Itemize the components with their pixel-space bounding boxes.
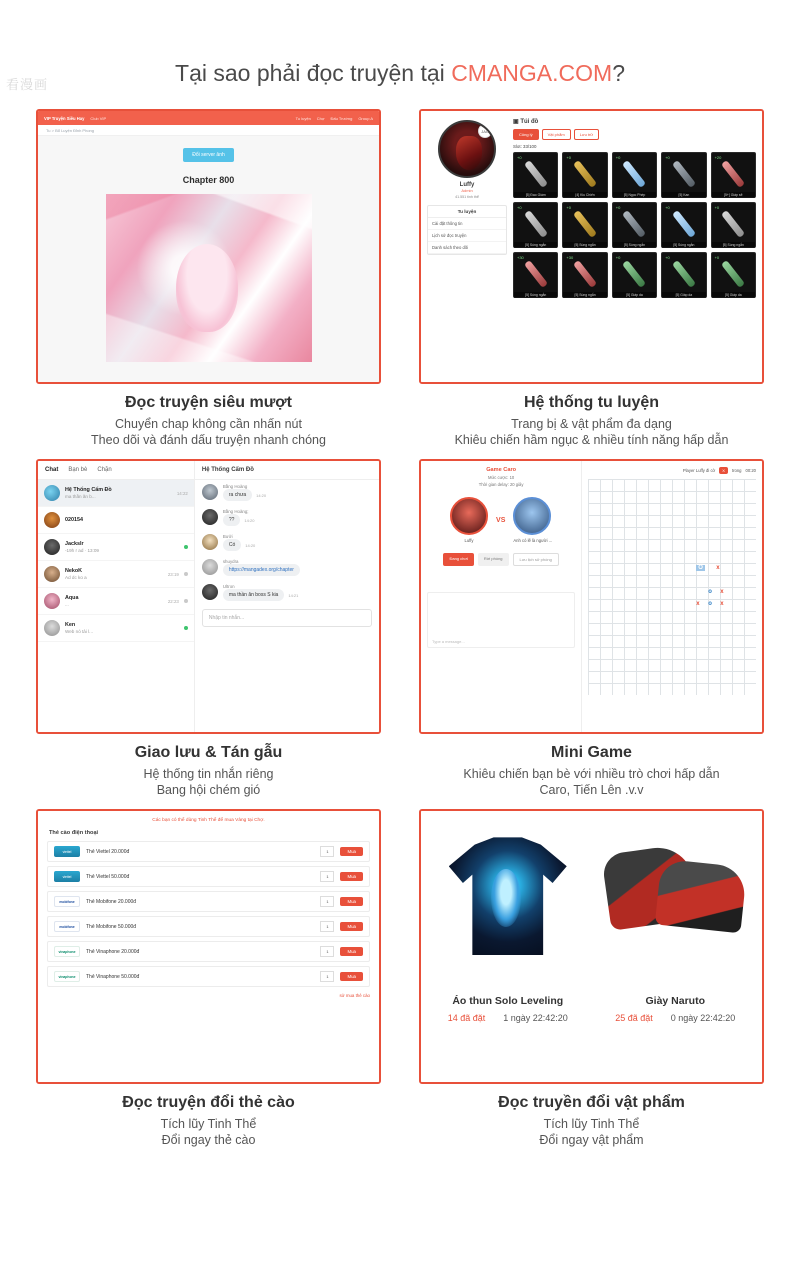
inventory-item[interactable] <box>661 152 706 198</box>
mobifone-logo-icon: mobifone <box>54 896 80 907</box>
inventory-title-text: Túi đồ <box>520 119 539 125</box>
conversation-snippet: -19h r ad · 13:09 <box>65 548 99 553</box>
game-buttons <box>427 553 575 566</box>
inventory-grid <box>513 152 756 298</box>
quantity-stepper[interactable]: 1 <box>320 921 334 932</box>
watermark: 看漫画 <box>6 77 49 92</box>
message-author: Ultron <box>222 584 235 589</box>
inventory-item[interactable] <box>612 152 657 198</box>
item-label: [5] Súng ngắn <box>662 242 705 248</box>
item-label: [5] Giáp da <box>712 292 755 298</box>
avatar <box>202 509 218 525</box>
conversation-name: 020154 <box>65 517 83 523</box>
conversation-name: NekoK <box>65 568 83 574</box>
caption-line-1: Tích lũy Tinh Thể <box>160 1117 257 1131</box>
game-delay: Thời gian delay: 20 giây <box>478 482 524 487</box>
inventory-panel <box>513 118 756 375</box>
turn-text: Player Luffy đi cờ <box>682 468 716 473</box>
nav-club[interactable]: Club VIP <box>90 115 107 121</box>
caption-line-1: Chuyển chap không cần nhấn nút <box>115 417 302 431</box>
avatar <box>44 620 60 636</box>
board-stone-o: O <box>698 565 703 571</box>
breadcrumb: Tu > Bổ Luyện Đỉnh Phong <box>38 125 379 136</box>
tab-friends[interactable]: Bạn bè <box>68 467 88 473</box>
vinaphone-logo-icon: vinaphone <box>54 946 80 957</box>
caption-chat <box>135 744 283 799</box>
screenshot-reader <box>36 109 381 384</box>
game-chat-box[interactable] <box>427 592 575 648</box>
item-label: [5] Súng ngắn <box>514 242 557 248</box>
chapter-title: Chapter 800 <box>182 175 235 185</box>
nav-group[interactable]: Group A <box>358 115 373 121</box>
inventory-item[interactable] <box>612 202 657 248</box>
avatar <box>438 120 496 178</box>
message-author: Bằng Hoàng <box>222 484 248 489</box>
message-time: 14:20 <box>245 542 256 548</box>
feature-card-inventory <box>419 109 764 449</box>
conversation-snippet: Ad dc ko a <box>65 575 87 580</box>
quantity-stepper[interactable]: 1 <box>320 896 334 907</box>
tab-luu-tru[interactable]: Lưu trữ <box>574 129 599 140</box>
card-name: Thẻ Mobifone 20.000đ <box>86 898 137 905</box>
product-image-shoes <box>597 821 755 991</box>
item-level: +20 <box>714 155 722 160</box>
inventory-item[interactable] <box>711 252 756 298</box>
inventory-title <box>513 118 756 125</box>
conversation-name: Ken <box>65 622 76 628</box>
message-time: 14:21 <box>288 592 299 598</box>
conversation-snippet: ... <box>65 602 69 607</box>
inventory-item[interactable] <box>711 202 756 248</box>
caption-line-2: Đổi ngay thẻ cào <box>161 1133 256 1147</box>
avatar <box>44 593 60 609</box>
vs-label: VS <box>496 516 506 524</box>
chat-tabs <box>38 461 194 480</box>
card-name: Thẻ Viettel 20.000đ <box>86 848 130 855</box>
message-text: ma thần ăn boss S kia <box>223 589 284 601</box>
item-label: [5+] Giáp sẽ <box>712 192 755 198</box>
viettel-logo-icon: viettel <box>54 871 80 882</box>
buy-button[interactable]: Mua <box>340 947 363 956</box>
online-status-dot <box>184 599 188 603</box>
page-title <box>0 60 800 87</box>
game-chat-placeholder: Type a message... <box>432 639 465 644</box>
caption-title: Hệ thống tu luyện <box>523 394 660 411</box>
caro-board[interactable] <box>588 479 756 695</box>
item-level: +0 <box>566 155 571 160</box>
feature-card-cardshop <box>36 809 381 1149</box>
mobifone-logo-icon: mobifone <box>54 921 80 932</box>
product-countdown: 1 ngày 22:42:20 <box>503 1013 568 1023</box>
avatar <box>44 566 60 582</box>
message-item <box>195 580 379 605</box>
card-name: Thẻ Vinaphone 20.000đ <box>86 948 140 955</box>
item-label: [5] Súng ngắn <box>563 292 606 298</box>
list-item[interactable] <box>38 615 194 642</box>
item-level: +0 <box>615 255 621 260</box>
turn-timer: 00:20 <box>745 468 756 473</box>
buy-button[interactable]: Mua <box>340 897 363 906</box>
nav-dautruong[interactable]: Đấu Trường <box>330 115 353 121</box>
product-sold-count: 25 đã đặt <box>615 1013 653 1023</box>
quantity-stepper[interactable]: 1 <box>320 846 334 857</box>
inventory-item[interactable] <box>612 252 657 298</box>
inventory-item[interactable] <box>562 152 607 198</box>
item-label: [5] Súng ngắn <box>712 242 755 248</box>
avatar-player-2 <box>513 497 551 535</box>
caption-reader <box>91 394 326 449</box>
shop-note: Các bạn có thể dùng Tinh Thể để mua Vàng tại Chợ. <box>152 818 265 823</box>
message-link[interactable]: https://mangadex.org/chapter <box>223 564 300 576</box>
item-label: [4] Kiu Chiến <box>563 192 606 198</box>
page-title-suffix: ? <box>612 60 625 86</box>
message-panel <box>195 461 379 732</box>
reader-topbar <box>38 111 379 125</box>
inventory-item[interactable] <box>711 152 756 198</box>
board-stone-o: o <box>708 601 712 607</box>
player-1-name: Luffy <box>464 538 474 543</box>
list-item[interactable] <box>38 561 194 588</box>
item-level: +0 <box>615 205 621 210</box>
leave-room-button[interactable]: Rời phòng <box>478 553 509 566</box>
feature-card-chat <box>36 459 381 799</box>
nav-tuluyen[interactable]: Tu luyện <box>295 115 311 121</box>
turn-indicator <box>588 467 756 474</box>
inventory-item[interactable] <box>562 252 607 298</box>
item-label: [5] Kan <box>662 192 705 198</box>
caption-line-1: Trang bị & vật phẩm đa dạng <box>511 417 672 431</box>
game-board-panel <box>581 461 762 732</box>
caption-line-1: Khiêu chiến bạn bè với nhiều trò chơi hấp dẫn <box>463 767 720 781</box>
screenshot-cardshop <box>36 809 381 1084</box>
message-item <box>195 480 379 505</box>
inventory-item[interactable] <box>513 202 558 248</box>
product-name: Áo thun Solo Leveling <box>452 995 564 1007</box>
caption-line-1: Hệ thống tin nhắn riêng <box>143 767 274 781</box>
caption-inventory <box>455 394 729 449</box>
menu-item-follow[interactable]: Danh sách theo dõi <box>428 242 506 254</box>
item-level: +0 <box>517 205 522 210</box>
product-image-shirt <box>429 821 587 991</box>
conversation-name: Hệ Thống Cấm Đồ <box>65 487 112 493</box>
game-stake: Mức cược: 10 <box>487 475 515 480</box>
game-name: Game Caro <box>486 467 517 473</box>
profile-username: Luffy <box>459 182 475 188</box>
tab-blocked[interactable]: Chặn <box>97 467 112 473</box>
caption-line-1: Tích lũy Tinh Thể <box>543 1117 640 1131</box>
conversation-time: 14:22 <box>176 490 188 496</box>
message-input[interactable]: Nhập tin nhắn... <box>202 609 372 627</box>
item-level: +0 <box>566 205 571 210</box>
slot-counter: Slot: 33/100 <box>513 144 537 149</box>
feature-card-minigame <box>419 459 764 799</box>
product-card[interactable] <box>429 821 587 1076</box>
caption-cardshop <box>122 1094 294 1149</box>
tab-cong-ly[interactable]: Công lý <box>513 129 539 140</box>
inventory-tabs <box>513 129 756 140</box>
table-row <box>47 966 370 987</box>
conversation-time: 22:23 <box>167 598 179 604</box>
feature-card-reader <box>36 109 381 449</box>
caption-line-2: Khiêu chiến hầm ngục & nhiều tính năng hấp dẫn <box>454 433 729 447</box>
manga-page-image <box>106 194 312 362</box>
training-menu-title: Tu luyện <box>428 206 506 218</box>
message-item <box>195 555 379 580</box>
caption-items <box>498 1094 685 1149</box>
quantity-stepper[interactable]: 1 <box>320 971 334 982</box>
avatar-player-1 <box>450 497 488 535</box>
board-stone-x: x <box>720 601 724 607</box>
caption-title: Đọc truyện siêu mượt <box>125 394 292 411</box>
caption-line-2: Bang hội chém gió <box>156 783 261 797</box>
product-card[interactable] <box>597 821 755 1076</box>
profile-points: 41.551 tinh thể <box>455 195 479 199</box>
buy-button[interactable]: Mua <box>340 872 363 881</box>
inventory-item[interactable] <box>661 202 706 248</box>
buy-button[interactable]: Mua <box>340 847 363 856</box>
product-name: Giày Naruto <box>645 995 705 1007</box>
message-author: Bưởi <box>222 534 233 539</box>
item-label: [5] Đao Giám <box>514 192 557 198</box>
board-stone-x: x <box>716 565 720 571</box>
caption-title: Mini Game <box>551 744 632 761</box>
buy-button[interactable]: Mua <box>340 972 363 981</box>
vinaphone-logo-icon: vinaphone <box>54 971 80 982</box>
message-item <box>195 530 379 555</box>
list-item[interactable] <box>38 588 194 615</box>
item-level: +0 <box>714 205 720 210</box>
avatar <box>202 534 218 550</box>
viettel-logo-icon: viettel <box>54 846 80 857</box>
item-level: +0 <box>517 155 522 160</box>
inventory-item[interactable] <box>562 202 607 248</box>
avatar <box>44 512 60 528</box>
room-title: Hệ Thống Cấm Đồ <box>195 461 379 480</box>
reader-body <box>38 136 379 382</box>
avatar <box>44 539 60 555</box>
game-info-panel <box>421 461 581 732</box>
site-logo: VIP Truyện Siêu Hay <box>44 115 85 121</box>
profile-role: Admin <box>461 188 473 193</box>
conversation-name: Aqua <box>65 595 79 601</box>
conversation-time: 23:19 <box>167 571 179 577</box>
avatar <box>202 484 218 500</box>
product-sold-count: 14 đã đặt <box>447 1013 486 1023</box>
item-label: [5] Súng ngắn <box>613 242 656 248</box>
shop-section-title: Thẻ cào điện thoại <box>49 830 99 836</box>
bag-icon: ▣ <box>513 119 519 125</box>
item-level: +30 <box>566 255 574 260</box>
caption-line-2: Theo dõi và đánh dấu truyện nhanh chóng <box>91 433 326 447</box>
item-level: +0 <box>665 205 670 210</box>
inventory-item[interactable] <box>661 252 706 298</box>
product-countdown: 0 ngày 22:42:20 <box>670 1013 736 1023</box>
item-label: [5] Súng ngắn <box>514 292 557 298</box>
screenshot-inventory <box>419 109 764 384</box>
caption-line-2: Caro, Tiến Lên .v.v <box>539 783 644 797</box>
change-server-button[interactable]: Đổi server ảnh <box>183 148 234 162</box>
table-row <box>47 941 370 962</box>
item-label: [5] Giáp da <box>613 292 656 298</box>
message-text: ?? <box>223 514 241 526</box>
feature-grid <box>0 109 800 1149</box>
item-label: [5] Giáp da <box>662 292 705 298</box>
board-stone-x: x <box>720 589 724 595</box>
item-label: [5] Súng ngắn <box>563 242 606 248</box>
turn-mark: X <box>719 467 728 474</box>
menu-item-history[interactable]: Lịch sử đọc truyện <box>428 230 506 242</box>
room-history-button[interactable]: Lưu lịch sử phòng <box>513 553 559 566</box>
message-item <box>195 505 379 530</box>
tab-chat[interactable]: Chat <box>45 467 59 473</box>
profile-panel <box>427 118 507 375</box>
message-author: Bằng Hoàng; <box>222 509 249 514</box>
message-time: 14:20 <box>256 492 267 498</box>
item-level: +0 <box>615 155 621 160</box>
conversation-list-panel <box>38 461 195 732</box>
caption-line-2: Đổi ngay vật phẩm <box>539 1133 644 1147</box>
players-row <box>427 497 575 543</box>
screenshot-minigame <box>419 459 764 734</box>
list-item[interactable] <box>38 507 194 534</box>
menu-item-settings[interactable]: Cài đặt thông tin <box>428 218 506 230</box>
online-status-dot <box>184 572 188 576</box>
screenshot-items <box>419 809 764 1084</box>
conversation-name: Jackslr <box>65 541 84 547</box>
list-item[interactable] <box>38 480 194 507</box>
message-text: ra chưa <box>223 489 252 501</box>
online-status-dot <box>184 626 188 630</box>
screenshot-chat <box>36 459 381 734</box>
card-name: Thẻ Vinaphone 50.000đ <box>86 973 140 980</box>
nav-cho[interactable]: Chợ <box>316 115 325 121</box>
table-row <box>47 916 370 937</box>
caption-title: Giao lưu & Tán gẫu <box>134 744 283 761</box>
message-author: shuydra <box>222 559 239 564</box>
message-time: 14:20 <box>244 517 255 523</box>
avatar-badge: JAC <box>478 124 492 138</box>
table-row <box>47 841 370 862</box>
turn-in: trong <box>731 468 742 473</box>
conversation-snippet: Web nó tải l... <box>65 629 94 634</box>
item-level: +0 <box>714 255 720 260</box>
caption-title: Đọc truyện đổi thẻ cào <box>122 1094 295 1111</box>
inventory-item[interactable] <box>513 152 558 198</box>
avatar <box>202 584 218 600</box>
conversation-snippet: ma thần ăn b... <box>65 494 96 499</box>
table-row <box>47 866 370 887</box>
board-stone-o: o <box>708 589 712 595</box>
purchase-history-link[interactable]: sử mua thẻ cào <box>339 993 370 998</box>
message-text: Có <box>223 539 241 551</box>
item-level: +30 <box>517 255 524 260</box>
quantity-stepper[interactable]: 1 <box>320 946 334 957</box>
tab-vat-pham[interactable]: Vật phẩm <box>542 129 571 140</box>
item-level: +0 <box>665 155 670 160</box>
online-status-dot <box>184 545 188 549</box>
caption-minigame <box>463 744 719 799</box>
feature-card-items <box>419 809 764 1149</box>
quantity-stepper[interactable]: 1 <box>320 871 334 882</box>
caption-title: Đọc truyền đổi vật phẩm <box>498 1094 685 1111</box>
item-level: +0 <box>665 255 670 260</box>
card-name: Thẻ Mobifone 50.000đ <box>86 923 137 930</box>
inventory-item[interactable] <box>513 252 558 298</box>
list-item[interactable] <box>38 534 194 561</box>
playing-button[interactable]: Đang chơi <box>443 553 473 566</box>
board-stone-x: x <box>696 601 700 607</box>
brand-name: CMANGA.COM <box>451 60 613 86</box>
buy-button[interactable]: Mua <box>340 922 363 931</box>
card-name: Thẻ Viettel 50.000đ <box>86 873 130 880</box>
training-menu <box>427 205 507 255</box>
page-title-prefix: Tại sao phải đọc truyện tại <box>175 60 452 86</box>
table-row <box>47 891 370 912</box>
avatar <box>202 559 218 575</box>
player-2-name: Anh có lẽ là người ... <box>513 538 553 543</box>
item-label: [5] Ngọc Phép <box>613 192 656 198</box>
avatar <box>44 485 60 501</box>
